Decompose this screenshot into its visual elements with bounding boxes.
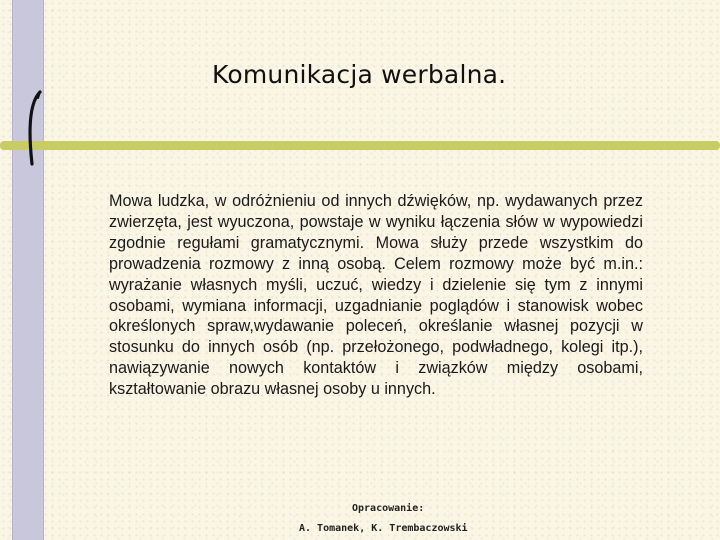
body-text: ludzka, w odróżnieniu od innych dźwięków, np. wydawanych przez zwierzęta, jest wyuczona, powstaje w wyniku łączenia słów w wypowiedzi zgodnie regułami gramatycznymi. Mowa służy przede wszystkim do prowadzenia rozmowy z inną osobą. Celem rozmowy może być m.in.: wyrażanie własnych myśli, uczuć, wiedzy i dzielenie się tym z innymi osobami, wymiana informacji, uzgadnianie poglądów i stanowisk wobec określonych spraw,wydawanie poleceń, określanie własnej pozycji w stosunku do innych osób (np. przełożonego, podwładnego, kolegi itp.), nawiązywanie nowych kontaktów i związków między osobami, kształtowanie obrazu własnej osoby u innych. <box>109 192 643 399</box>
bracket-icon <box>22 88 46 168</box>
body-paragraph <box>109 191 643 400</box>
credit-label: Opracowanie: <box>352 503 425 514</box>
body-lead-word: Mowa <box>109 192 153 210</box>
title-underline-bar <box>0 141 720 150</box>
slide-title: Komunikacja werbalna. <box>212 60 507 89</box>
credit-names: A. Tomanek, K. Trembaczowski <box>299 523 468 534</box>
left-decorative-bar <box>12 0 44 540</box>
